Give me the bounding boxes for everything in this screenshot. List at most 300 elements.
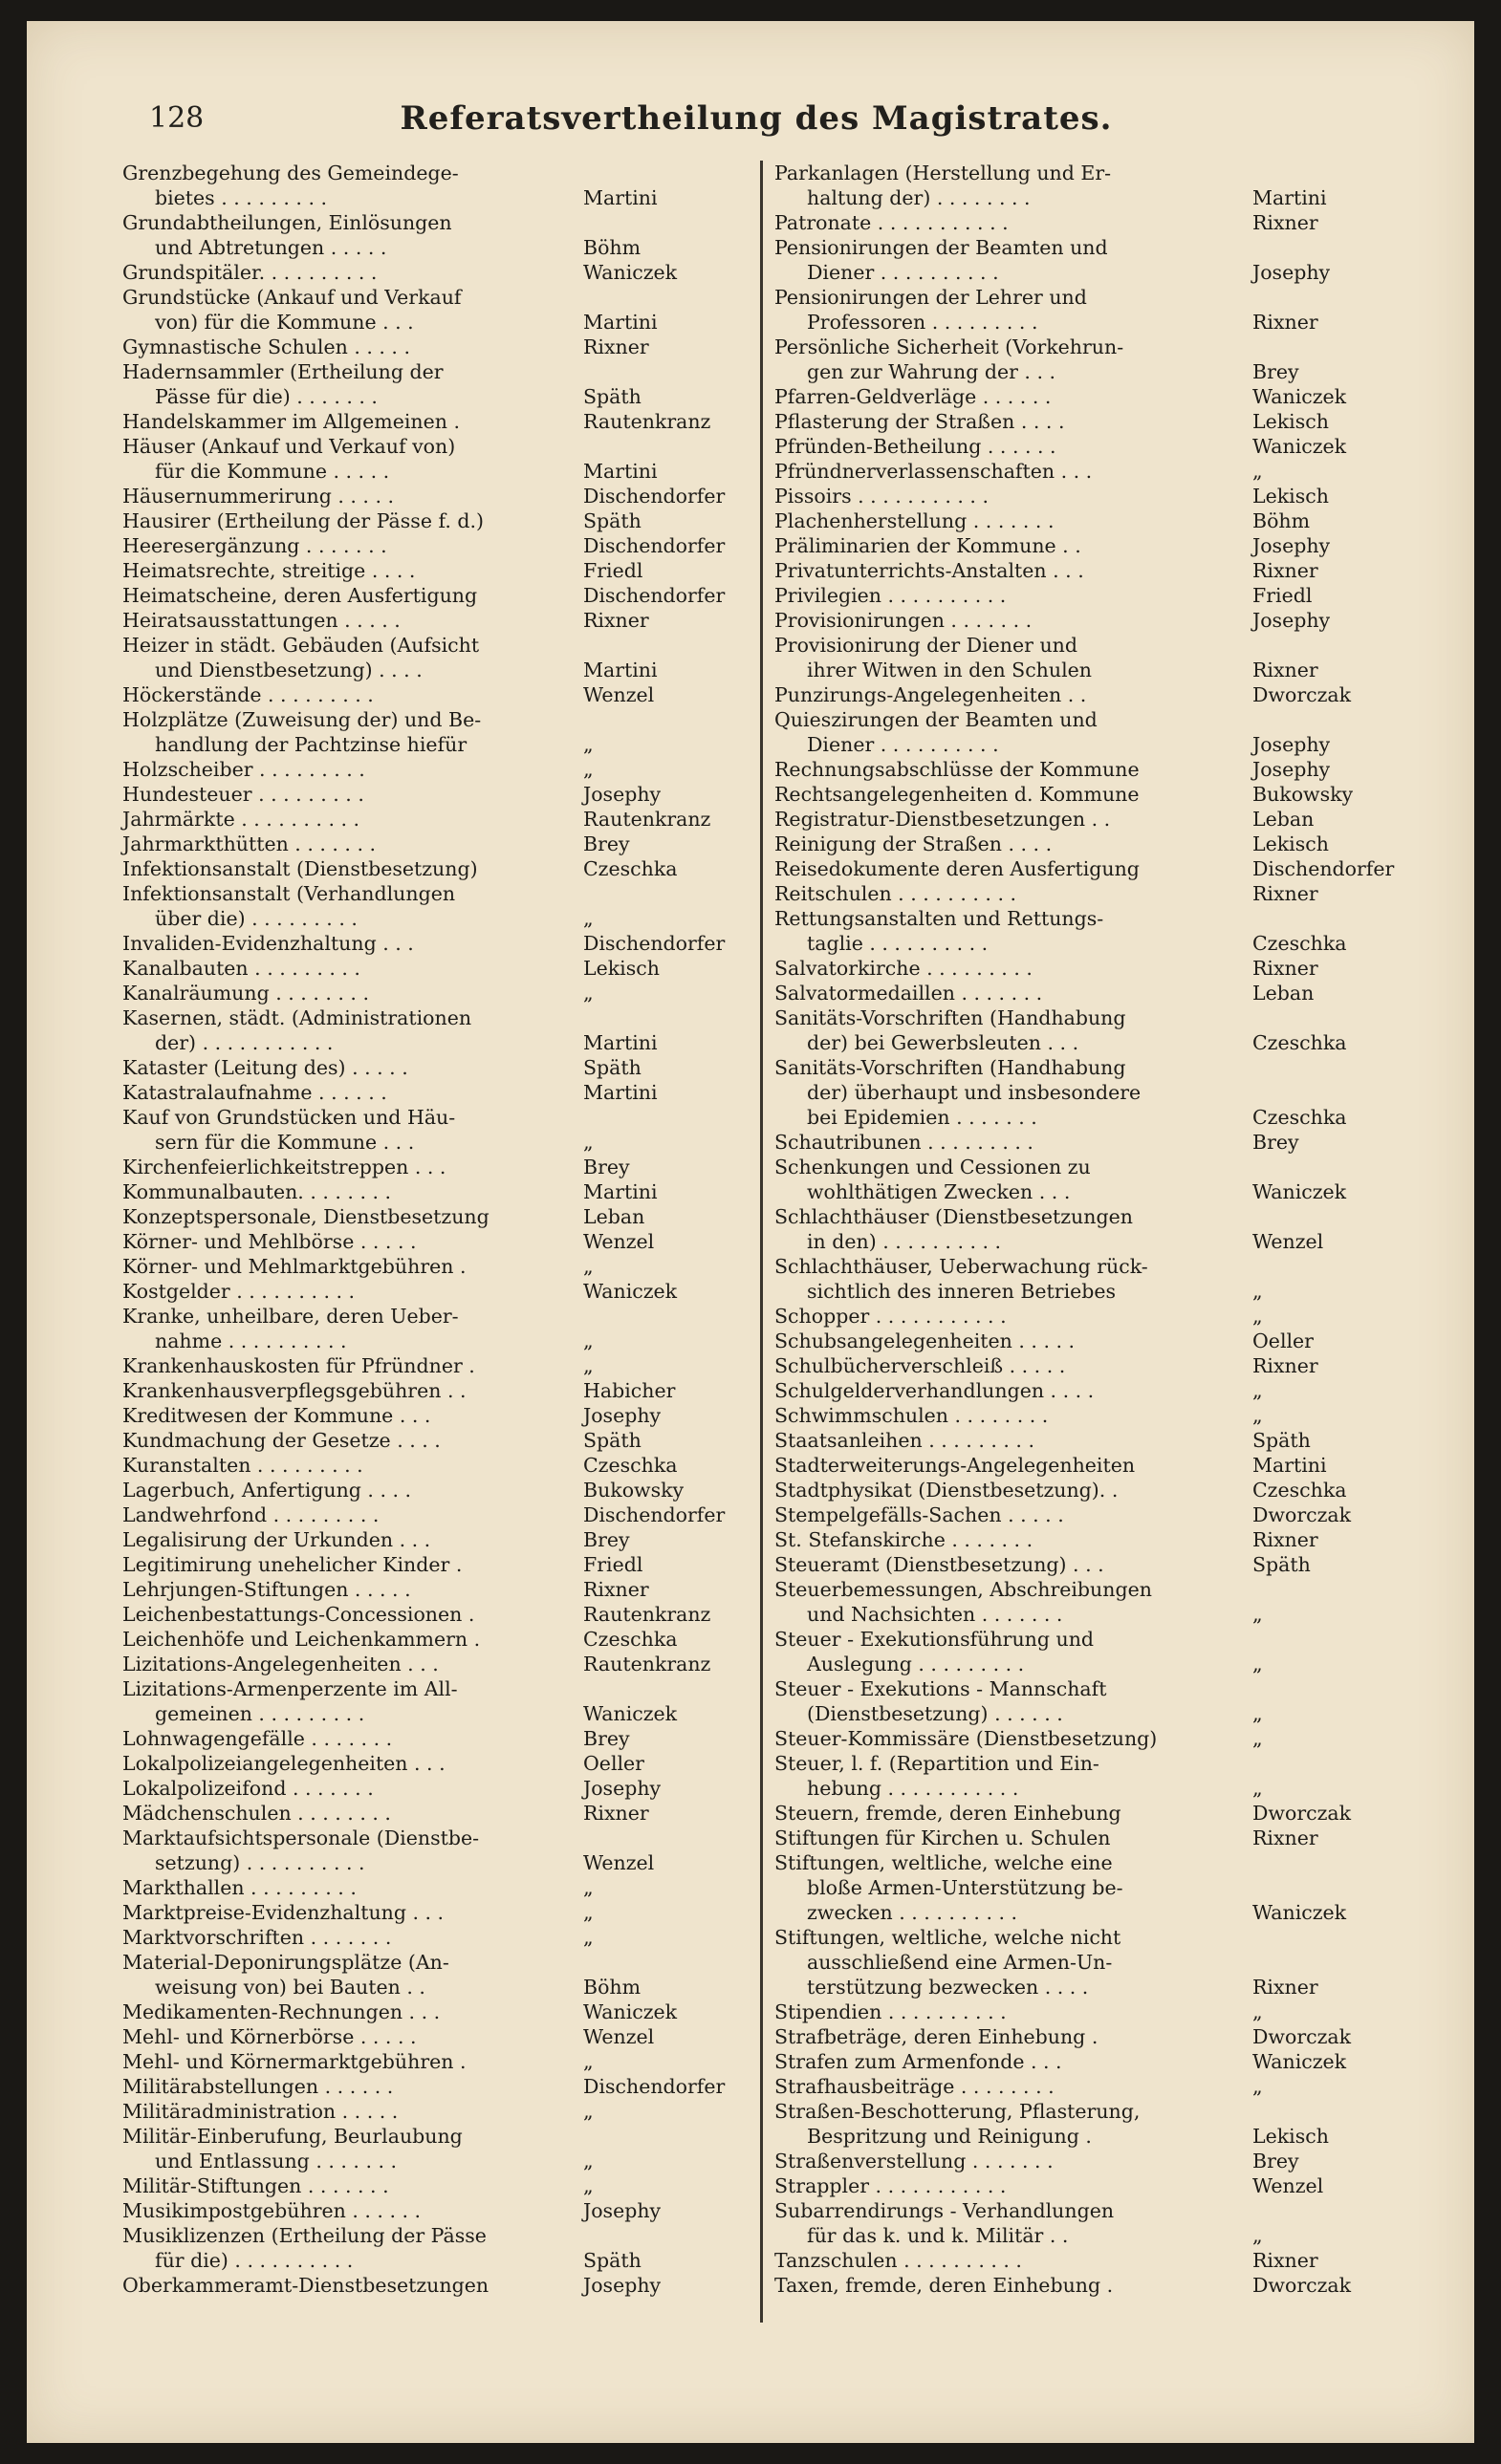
entry-assignee: Böhm (583, 1976, 642, 1999)
entry-subject-line: Strafhausbeiträge . . . . . . . . (774, 2075, 1055, 2098)
index-entry (122, 1527, 744, 1552)
entry-subject-line: Körner- und Mehlbörse . . . . . (122, 1230, 417, 1253)
entry-assignee: Martini (583, 186, 658, 209)
entry-subject-line: Salvatorkirche . . . . . . . . . (774, 957, 1033, 980)
entry-assignee: „ (583, 1876, 594, 1899)
entry-subject-line: Bespritzung und Reinigung . (807, 2125, 1092, 2148)
entry-subject (774, 434, 1247, 459)
index-entry (122, 1652, 744, 1676)
entry-subject-line: setzung) . . . . . . . . . . (155, 1851, 365, 1874)
entry-subject-line: von) für die Kommune . . . (155, 311, 414, 334)
index-entry (774, 856, 1405, 881)
entry-subject (774, 2024, 1247, 2049)
entry-subject-line: Lehrjungen-Stiftungen . . . . . (122, 1578, 411, 1601)
entry-subject (774, 484, 1247, 508)
entry-subject (774, 335, 1247, 384)
entry-subject-line: Körner- und Mehlmarktgebühren . (122, 1255, 467, 1278)
entry-subject-line: Militär-Einberufung, Beurlaubung (122, 2125, 463, 2148)
index-entry (122, 1304, 744, 1353)
entry-subject-line: zwecken . . . . . . . . . . (807, 1901, 1018, 1924)
index-entry (774, 682, 1405, 707)
entry-assignee: Martini (583, 311, 658, 334)
index-entry (774, 956, 1405, 981)
entry-subject-line: Pensionirungen der Lehrer und (774, 286, 1087, 309)
index-entry (774, 1676, 1405, 1726)
index-entry (122, 1826, 744, 1875)
index-entry (774, 1726, 1405, 1751)
entry-subject (122, 1577, 577, 1602)
entry-subject-line: Kuranstalten . . . . . . . . . (122, 1454, 363, 1477)
entry-assignee: „ (583, 982, 594, 1005)
entry-subject-line: Oberkammeramt-Dienstbesetzungen (122, 2274, 489, 2297)
index-entry (122, 757, 744, 782)
index-entry (122, 1254, 744, 1279)
page-number: 128 (149, 101, 205, 135)
entry-subject (774, 1329, 1247, 1353)
entry-assignee: Rixner (1252, 957, 1318, 980)
entry-subject (774, 1155, 1247, 1204)
entry-assignee: Brey (1252, 2150, 1299, 2172)
entry-assignee: Dworczak (1252, 683, 1352, 706)
index-column-left (122, 161, 744, 2340)
entry-subject-line: Pfründen-Betheilung . . . . . . (774, 435, 1056, 458)
entry-subject-line: Salvatormedaillen . . . . . . . (774, 982, 1043, 1005)
entry-assignee: Böhm (583, 236, 642, 259)
entry-subject (122, 931, 577, 956)
entry-subject (774, 558, 1247, 583)
index-entry (122, 1925, 744, 1950)
entry-assignee: „ (583, 907, 594, 930)
entry-assignee: Friedl (1252, 584, 1313, 607)
index-entry (122, 1155, 744, 1179)
index-entry (774, 210, 1405, 235)
entry-subject (774, 2198, 1247, 2248)
entry-assignee: Waniczek (583, 2000, 678, 2023)
entry-subject (774, 2149, 1247, 2173)
index-entry (122, 1204, 744, 1229)
entry-subject-line: Privilegien . . . . . . . . . . (774, 584, 1007, 607)
entry-subject-line: Quieszirungen der Beamten und (774, 708, 1098, 731)
entry-subject-line: Steueramt (Dienstbesetzung) . . . (774, 1553, 1104, 1576)
entry-subject-line: Straßenverstellung . . . . . . . (774, 2150, 1054, 2172)
entry-subject (122, 2124, 577, 2173)
index-entry (122, 956, 744, 981)
index-entry (774, 2198, 1405, 2248)
entry-subject (122, 1179, 577, 1204)
entry-assignee: Waniczek (1252, 1901, 1347, 1924)
entry-subject (122, 1676, 577, 1726)
entry-assignee: Dischendorfer (583, 485, 726, 508)
entry-assignee: Waniczek (1252, 435, 1347, 458)
index-entry (122, 1999, 744, 2024)
entry-assignee: Martini (583, 659, 658, 681)
entry-subject-line: bietes . . . . . . . . . (155, 186, 327, 209)
entry-subject-line: Pfarren-Geldverläge . . . . . . (774, 385, 1052, 408)
index-entry (122, 558, 744, 583)
index-entry (122, 1726, 744, 1751)
entry-assignee: Rixner (583, 1802, 649, 1825)
entry-subject-line: Tanzschulen . . . . . . . . . . (774, 2249, 1022, 2272)
entry-assignee: Lekisch (583, 957, 660, 980)
entry-assignee: Bukowsky (583, 1479, 685, 1502)
entry-subject-line: Häuser (Ankauf und Verkauf von) (122, 435, 456, 458)
entry-assignee: „ (583, 2174, 594, 2197)
entry-assignee: Leban (583, 1205, 645, 1228)
entry-subject-line: der) bei Gewerbsleuten . . . (807, 1031, 1079, 1054)
entry-assignee: „ (583, 1901, 594, 1924)
index-entry (122, 1950, 744, 1999)
entry-subject (774, 707, 1247, 757)
entry-subject-line: Stiftungen, weltliche, welche eine (774, 1851, 1113, 1874)
entry-assignee: Waniczek (583, 261, 678, 284)
entry-subject (774, 1726, 1247, 1751)
entry-subject (774, 1751, 1247, 1801)
index-entry (122, 856, 744, 881)
index-entry (122, 1453, 744, 1478)
index-entry (774, 409, 1405, 434)
index-entry (774, 161, 1405, 210)
entry-assignee: Rixner (1252, 1528, 1318, 1551)
entry-subject (122, 1279, 577, 1304)
entry-subject (774, 881, 1247, 906)
running-title: Referatsvertheilung des Magistrates. (400, 99, 1113, 138)
entry-subject-line: Diener . . . . . . . . . . (807, 261, 999, 284)
index-entry (122, 210, 744, 260)
entry-subject-line: Lizitations-Angelegenheiten . . . (122, 1653, 439, 1675)
entry-subject-line: haltung der) . . . . . . . . (807, 186, 1031, 209)
entry-subject (122, 881, 577, 931)
entry-subject (122, 1875, 577, 1900)
entry-subject (774, 1304, 1247, 1329)
entry-subject-line: für die Kommune . . . . . (155, 460, 390, 483)
index-entry (122, 359, 744, 409)
entry-subject (774, 1204, 1247, 1254)
entry-subject (122, 2049, 577, 2074)
entry-subject (774, 285, 1247, 335)
entry-assignee: Späth (583, 385, 642, 408)
entry-subject (774, 1055, 1247, 1130)
entry-subject-line: Holzplätze (Zuweisung der) und Be- (122, 708, 482, 731)
entry-subject-line: Plachenherstellung . . . . . . . (774, 509, 1055, 532)
index-entry (774, 1254, 1405, 1304)
entry-subject-line: Musiklizenzen (Ertheilung der Pässe (122, 2224, 487, 2247)
entry-subject (774, 956, 1247, 981)
entry-subject (122, 1304, 577, 1353)
entry-subject-line: nahme . . . . . . . . . . (155, 1329, 347, 1352)
entry-subject (122, 782, 577, 807)
entry-assignee: Waniczek (583, 1280, 678, 1303)
index-entry (122, 409, 744, 434)
entry-subject-line: Legitimirung unehelicher Kinder . (122, 1553, 463, 1576)
entry-assignee: Bukowsky (1252, 783, 1354, 806)
entry-assignee: Späth (1252, 1553, 1311, 1576)
entry-subject-line: Material-Deponirungsplätze (An- (122, 1951, 449, 1974)
entry-subject-line: Stempelgefälls-Sachen . . . . . (774, 1503, 1064, 1526)
index-entry (774, 1627, 1405, 1676)
entry-subject (122, 1155, 577, 1179)
index-entry (122, 260, 744, 285)
entry-subject (122, 1925, 577, 1950)
entry-assignee: Habicher (583, 1379, 676, 1402)
index-entry (774, 2173, 1405, 2198)
entry-assignee: „ (583, 2150, 594, 2172)
entry-subject-line: Heimatscheine, deren Ausfertigung (122, 584, 478, 607)
index-entry (122, 1055, 744, 1080)
entry-subject (774, 608, 1247, 633)
entry-subject-line: Schlachthäuser, Ueberwachung rück- (774, 1255, 1148, 1278)
entry-subject (774, 2099, 1247, 2149)
entry-assignee: Waniczek (1252, 385, 1347, 408)
entry-assignee: Dischendorfer (583, 2075, 726, 2098)
entry-subject (122, 2024, 577, 2049)
entry-assignee: Rautenkranz (583, 1653, 711, 1675)
entry-subject-line: Registratur-Dienstbesetzungen . . (774, 808, 1111, 831)
entry-subject-line: Gymnastische Schulen . . . . . (122, 335, 410, 358)
entry-assignee: Josephy (583, 1777, 662, 1800)
entry-subject (774, 633, 1247, 682)
entry-subject (122, 1403, 577, 1428)
entry-subject-line: handlung der Pachtzinse hiefür (155, 733, 468, 756)
entry-subject (774, 1403, 1247, 1428)
entry-assignee: Josephy (1252, 609, 1331, 632)
entry-subject-line: Provisionirung der Diener und (774, 634, 1077, 657)
entry-subject-line: Mehl- und Körnermarktgebühren . (122, 2050, 467, 2073)
entry-subject (774, 832, 1247, 856)
entry-assignee: Böhm (1252, 509, 1311, 532)
entry-assignee: Brey (583, 1156, 630, 1178)
entry-subject-line: Professoren . . . . . . . . . (807, 311, 1038, 334)
index-entry (774, 1826, 1405, 1850)
entry-subject-line: hebung . . . . . . . . . . . (807, 1777, 1019, 1800)
entry-subject-line: Kreditwesen der Kommune . . . (122, 1404, 431, 1427)
entry-assignee: Wenzel (583, 1851, 655, 1874)
index-entry (774, 434, 1405, 459)
entry-subject-line: Kataster (Leitung des) . . . . . (122, 1056, 408, 1079)
index-entry (774, 1999, 1405, 2024)
entry-subject (774, 1801, 1247, 1826)
entry-assignee: Oeller (583, 1752, 644, 1775)
entry-subject (122, 1502, 577, 1527)
entry-subject-line: Landwehrfond . . . . . . . . . (122, 1503, 380, 1526)
index-entry (122, 583, 744, 608)
index-entry (122, 608, 744, 633)
entry-assignee: Brey (1252, 1131, 1299, 1154)
entry-subject-line: Taxen, fremde, deren Einhebung . (774, 2274, 1114, 2297)
index-entry (774, 633, 1405, 682)
entry-subject (122, 1204, 577, 1229)
entry-subject (122, 1826, 577, 1875)
entry-subject-line: Stadterweiterungs-Angelegenheiten (774, 1454, 1136, 1477)
index-entry (774, 533, 1405, 558)
entry-subject-line: Schulbücherverschleiß . . . . . (774, 1354, 1066, 1377)
entry-subject-line: und Entlassung . . . . . . . (155, 2150, 398, 2172)
entry-subject (122, 1726, 577, 1751)
entry-subject (774, 1527, 1247, 1552)
entry-assignee: „ (1252, 1727, 1263, 1750)
entry-assignee: „ (583, 2050, 594, 2073)
entry-subject (122, 707, 577, 757)
entry-subject-line: Persönliche Sicherheit (Vorkehrun- (774, 335, 1124, 358)
entry-assignee: „ (1252, 1379, 1263, 1402)
entry-subject (122, 583, 577, 608)
entry-subject-line: Patronate . . . . . . . . . . . (774, 211, 1009, 234)
index-entry (122, 682, 744, 707)
entry-subject-line: Krankenhausverpflegsgebühren . . (122, 1379, 467, 1402)
entry-assignee: Späth (1252, 1429, 1311, 1452)
entry-assignee: Czeschka (1252, 932, 1347, 955)
entry-assignee: Rixner (1252, 1826, 1318, 1849)
entry-assignee: Lekisch (1252, 485, 1329, 508)
entry-assignee: Czeschka (1252, 1479, 1347, 1502)
entry-subject-line: Markthallen . . . . . . . . . (122, 1876, 357, 1899)
entry-assignee: „ (1252, 2224, 1263, 2247)
entry-subject (122, 484, 577, 508)
index-entry (774, 2024, 1405, 2049)
entry-subject-line: und Nachsichten . . . . . . . (807, 1603, 1063, 1626)
entry-assignee: „ (583, 1926, 594, 1949)
entry-subject (122, 1005, 577, 1055)
entry-subject-line: für die) . . . . . . . . . . (155, 2249, 354, 2272)
index-entry (122, 2124, 744, 2173)
entry-subject (774, 2248, 1247, 2273)
entry-subject-line: Lagerbuch, Anfertigung . . . . (122, 1479, 412, 1502)
entry-subject-line: Holzscheiber . . . . . . . . . (122, 758, 365, 781)
index-entry (122, 161, 744, 210)
entry-subject (122, 335, 577, 359)
entry-subject (122, 210, 577, 260)
entry-assignee: Wenzel (1252, 2174, 1324, 2197)
entry-subject (122, 1627, 577, 1652)
entry-assignee: Friedl (583, 1553, 643, 1576)
entry-subject-line: Pflasterung der Straßen . . . . (774, 410, 1065, 433)
entry-subject-line: Lohnwagengefälle . . . . . . . (122, 1727, 393, 1750)
entry-assignee: Rixner (1252, 211, 1318, 234)
entry-subject (774, 1254, 1247, 1304)
entry-subject-line: Parkanlagen (Herstellung und Er- (774, 162, 1112, 184)
index-entry (122, 1353, 744, 1378)
entry-subject-line: gemeinen . . . . . . . . . (155, 1702, 365, 1725)
entry-subject (122, 1080, 577, 1105)
index-entry (774, 782, 1405, 807)
entry-subject (122, 956, 577, 981)
entry-subject (774, 981, 1247, 1005)
index-entry (122, 434, 744, 484)
entry-assignee: Wenzel (583, 1230, 655, 1253)
index-entry (122, 2173, 744, 2198)
entry-subject-line: Strappler . . . . . . . . . . . (774, 2174, 1007, 2197)
index-entry (774, 1751, 1405, 1801)
entry-subject (774, 757, 1247, 782)
entry-subject-line: Lokalpolizeiangelegenheiten . . . (122, 1752, 446, 1775)
entry-assignee: Czeschka (1252, 1031, 1347, 1054)
entry-assignee: Wenzel (583, 2025, 655, 2048)
entry-assignee: Martini (583, 1180, 658, 1203)
index-entry (122, 832, 744, 856)
index-entry (122, 1080, 744, 1105)
entry-assignee: Brey (583, 1727, 630, 1750)
entry-subject-line: Legalisirung der Urkunden . . . (122, 1528, 431, 1551)
index-entry (122, 1602, 744, 1627)
entry-subject-line: Lokalpolizeifond . . . . . . . (122, 1777, 374, 1800)
entry-subject (122, 2099, 577, 2124)
index-entry (774, 1527, 1405, 1552)
entry-subject-line: (Dienstbesetzung) . . . . . . (807, 1702, 1063, 1725)
entry-subject-line: bei Epidemien . . . . . . . (807, 1106, 1037, 1129)
entry-subject-line: Steuer, l. f. (Repartition und Ein- (774, 1752, 1099, 1775)
entry-subject (774, 682, 1247, 707)
entry-assignee: Späth (583, 1429, 642, 1452)
entry-assignee: „ (583, 1255, 594, 1278)
index-entry (774, 459, 1405, 484)
index-entry (774, 2099, 1405, 2149)
entry-subject-line: Handelskammer im Allgemeinen . (122, 410, 460, 433)
index-entry (774, 285, 1405, 335)
entry-subject-line: Rechtsangelegenheiten d. Kommune (774, 783, 1140, 806)
index-entry (122, 1627, 744, 1652)
entry-subject-line: Reisedokumente deren Ausfertigung (774, 857, 1140, 880)
entry-assignee: Waniczek (1252, 2050, 1347, 2073)
entry-subject (774, 906, 1247, 956)
entry-assignee: „ (1252, 1777, 1263, 1800)
entry-assignee: Rixner (1252, 1976, 1318, 1999)
entry-subject-line: Steuer - Exekutions - Mannschaft (774, 1677, 1107, 1700)
entry-subject (122, 1999, 577, 2024)
entry-subject (122, 1478, 577, 1502)
index-entry (122, 1552, 744, 1577)
entry-assignee: „ (1252, 1280, 1263, 1303)
entry-subject-line: Militärabstellungen . . . . . . (122, 2075, 394, 2098)
entry-assignee: Brey (1252, 360, 1299, 383)
entry-subject-line: taglie . . . . . . . . . . (807, 932, 989, 955)
entry-subject-line: der) . . . . . . . . . . . (155, 1031, 334, 1054)
entry-assignee: Martini (1252, 1454, 1327, 1477)
entry-subject-line: Steuer-Kommissäre (Dienstbesetzung) (774, 1727, 1158, 1750)
entry-assignee: Martini (583, 1031, 658, 1054)
page-header (149, 76, 1363, 138)
entry-subject (774, 807, 1247, 832)
entry-assignee: „ (1252, 1305, 1263, 1328)
entry-subject-line: Pfründnerverlassenschaften . . . (774, 460, 1093, 483)
entry-subject (122, 1055, 577, 1080)
entry-subject-line: Kirchenfeierlichkeitstreppen . . . (122, 1156, 446, 1178)
entry-subject-line: Kanalbauten . . . . . . . . . (122, 957, 360, 980)
entry-assignee: „ (583, 758, 594, 781)
entry-subject-line: sern für die Kommune . . . (155, 1131, 415, 1154)
entry-subject-line: Höckerstände . . . . . . . . . (122, 683, 374, 706)
entry-subject (774, 1552, 1247, 1577)
entry-assignee: Lekisch (1252, 410, 1329, 433)
index-entry (774, 2049, 1405, 2074)
entry-subject-line: Rettungsanstalten und Rettungs- (774, 907, 1104, 930)
entry-subject-line: über die) . . . . . . . . . (155, 907, 358, 930)
entry-subject-line: Steuer - Exekutionsführung und (774, 1628, 1095, 1651)
entry-subject (774, 1453, 1247, 1478)
entry-subject (774, 2273, 1247, 2298)
entry-subject-line: Infektionsanstalt (Dienstbesetzung) (122, 857, 478, 880)
index-entry (122, 2223, 744, 2273)
index-entry (122, 1279, 744, 1304)
entry-subject-line: Hadernsammler (Ertheilung der (122, 360, 444, 383)
entry-subject (774, 1130, 1247, 1155)
entry-assignee: Brey (583, 832, 630, 855)
entry-subject-line: Schopper . . . . . . . . . . . (774, 1305, 1007, 1328)
index-entry (774, 1304, 1405, 1329)
entry-subject-line: St. Stefanskirche . . . . . . . (774, 1528, 1033, 1551)
entry-assignee: Rixner (583, 335, 649, 358)
entry-subject (774, 533, 1247, 558)
index-entry (774, 384, 1405, 409)
entry-subject (774, 1353, 1247, 1378)
